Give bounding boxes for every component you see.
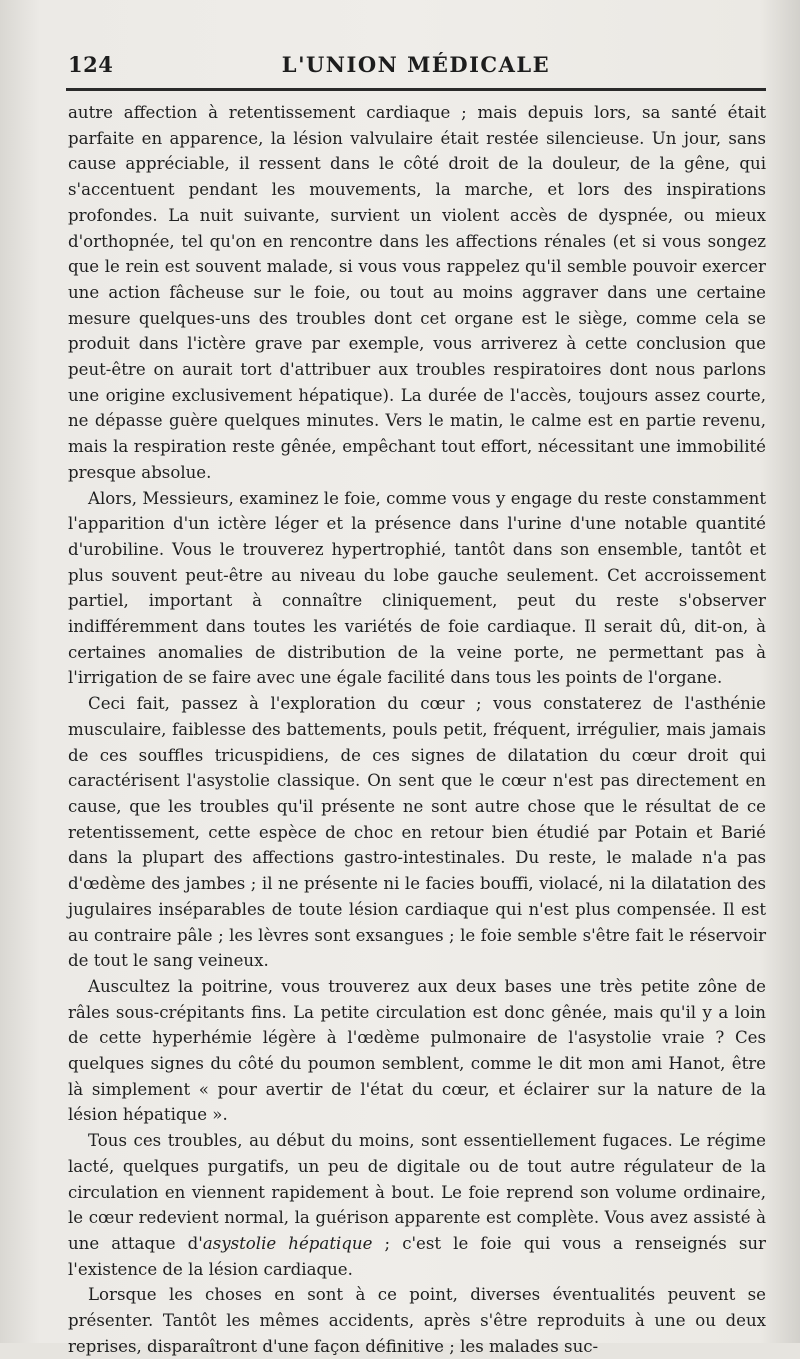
- paragraph: [68, 1128, 766, 1282]
- paragraph-text: ; c'est le foie qui vous a renseignés sur l'existence de la lésion cardiaque.: [68, 1233, 766, 1279]
- body-text: [68, 100, 766, 1359]
- page-header: [68, 50, 764, 80]
- page-number: 124: [68, 52, 114, 77]
- paragraph-text: Tous ces troubles, au début du moins, sont essentiellement fugaces. Le régime lacté, quelques purgatifs, un peu de digitale ou de tout autre régulateur de la circulation en viennent rapidement à bout. Le foie reprend son volume ordinaire, le cœur redevient normal, la guérison apparente est complète. Vous avez assisté à une attaque d': [68, 1131, 766, 1253]
- paragraph: Ceci fait, passez à l'exploration du cœur ; vous constaterez de l'asthénie musculaire, faiblesse des battements, pouls petit, fréquent, irrégulier, mais jamais de ces souffles tricuspidiens, de ces signes de dilatation du cœur droit qui caractérisent l'asystolie classique. On sent que le cœur n'est pas directement en cause, que les troubles qu'il présente ne sont autre chose que le résultat de ce retentissement, cette espèce de choc en retour bien étudié par Potain et Barié dans la plupart des affections gastro-intestinales. Du reste, le malade n'a pas d'œdème des jambes ; il ne présente ni le facies bouffi, violacé, ni la dilatation des jugulaires inséparables de toute lésion cardiaque qui n'est plus compensée. Il est au contraire pâle ; les lèvres sont exsangues ; le foie semble s'être fait le réservoir de tout le sang veineux.: [68, 694, 766, 971]
- paragraph: Alors, Messieurs, examinez le foie, comme vous y engage du reste constamment l'apparition d'un ictère léger et la présence dans l'urine d'une notable quantité d'urobiline. Vous le trouverez hypertrophié, tantôt dans son ensemble, tantôt et plus souvent peut-être au niveau du lobe gauche seulement. Cet accroissement partiel, important à connaître cliniquement, peut du reste s'observer indifféremment dans toutes les variétés de foie cardiaque. Il serait dû, dit-on, à certaines anomalies de distribution de la veine porte, ne permettant pas à l'irrigation de se faire avec une égale facilité dans tous les points de l'organe.: [68, 488, 766, 688]
- paragraph: autre affection à retentissement cardiaque ; mais depuis lors, sa santé était parfaite en apparence, la lésion valvulaire était restée silencieuse. Un jour, sans cause appréciable, il ressent dans le côté droit de la douleur, de la gêne, qui s'accentuent pendant les mouvements, la marche, et lors des inspirations profondes. La nuit suivante, survient un violent accès de dyspnée, ou mieux d'orthopnée, tel qu'on en rencontre dans les affections rénales (et si vous songez que le rein est souvent malade, si vous vous rappelez qu'il semble pouvoir exercer une action fâcheuse sur le foie, ou tout au moins aggraver dans une certaine mesure quelques-uns des troubles dont cet organe est le siège, comme cela se produit dans l'ictère grave par exemple, vous arriverez à cette conclusion que peut-être on aurait tort d'attribuer aux troubles respiratoires dont nous parlons une origine exclusivement hépatique). La durée de l'accès, toujours assez courte, ne dépasse guère quelques minutes. Vers le matin, le calme est en partie revenu, mais la respiration reste gênée, empêchant tout effort, nécessitant une immobilité presque absolue.: [68, 103, 766, 482]
- emphasized-term: asystolie hépatique: [202, 1233, 373, 1253]
- header-rule: [66, 88, 766, 91]
- paragraph: Auscultez la poitrine, vous trouverez aux deux bases une très petite zône de râles sous-crépitants fins. La petite circulation est donc gênée, mais qu'il y a loin de cette hyperhémie légère à l'œdème pulmonaire de l'asystolie vraie ? Ces quelques signes du côté du poumon semblent, comme le dit mon ami Hanot, être là simplement « pour avertir de l'état du cœur, et éclairer sur la nature de la lésion hépatique ».: [68, 976, 766, 1125]
- paragraph: Lorsque les choses en sont à ce point, diverses éventualités peuvent se présenter. Tantôt les mêmes accidents, après s'être reproduits à une ou deux reprises, disparaîtront d'une façon définitive ; les malades suc-: [68, 1285, 766, 1356]
- running-head: L'UNION MÉDICALE: [281, 52, 551, 77]
